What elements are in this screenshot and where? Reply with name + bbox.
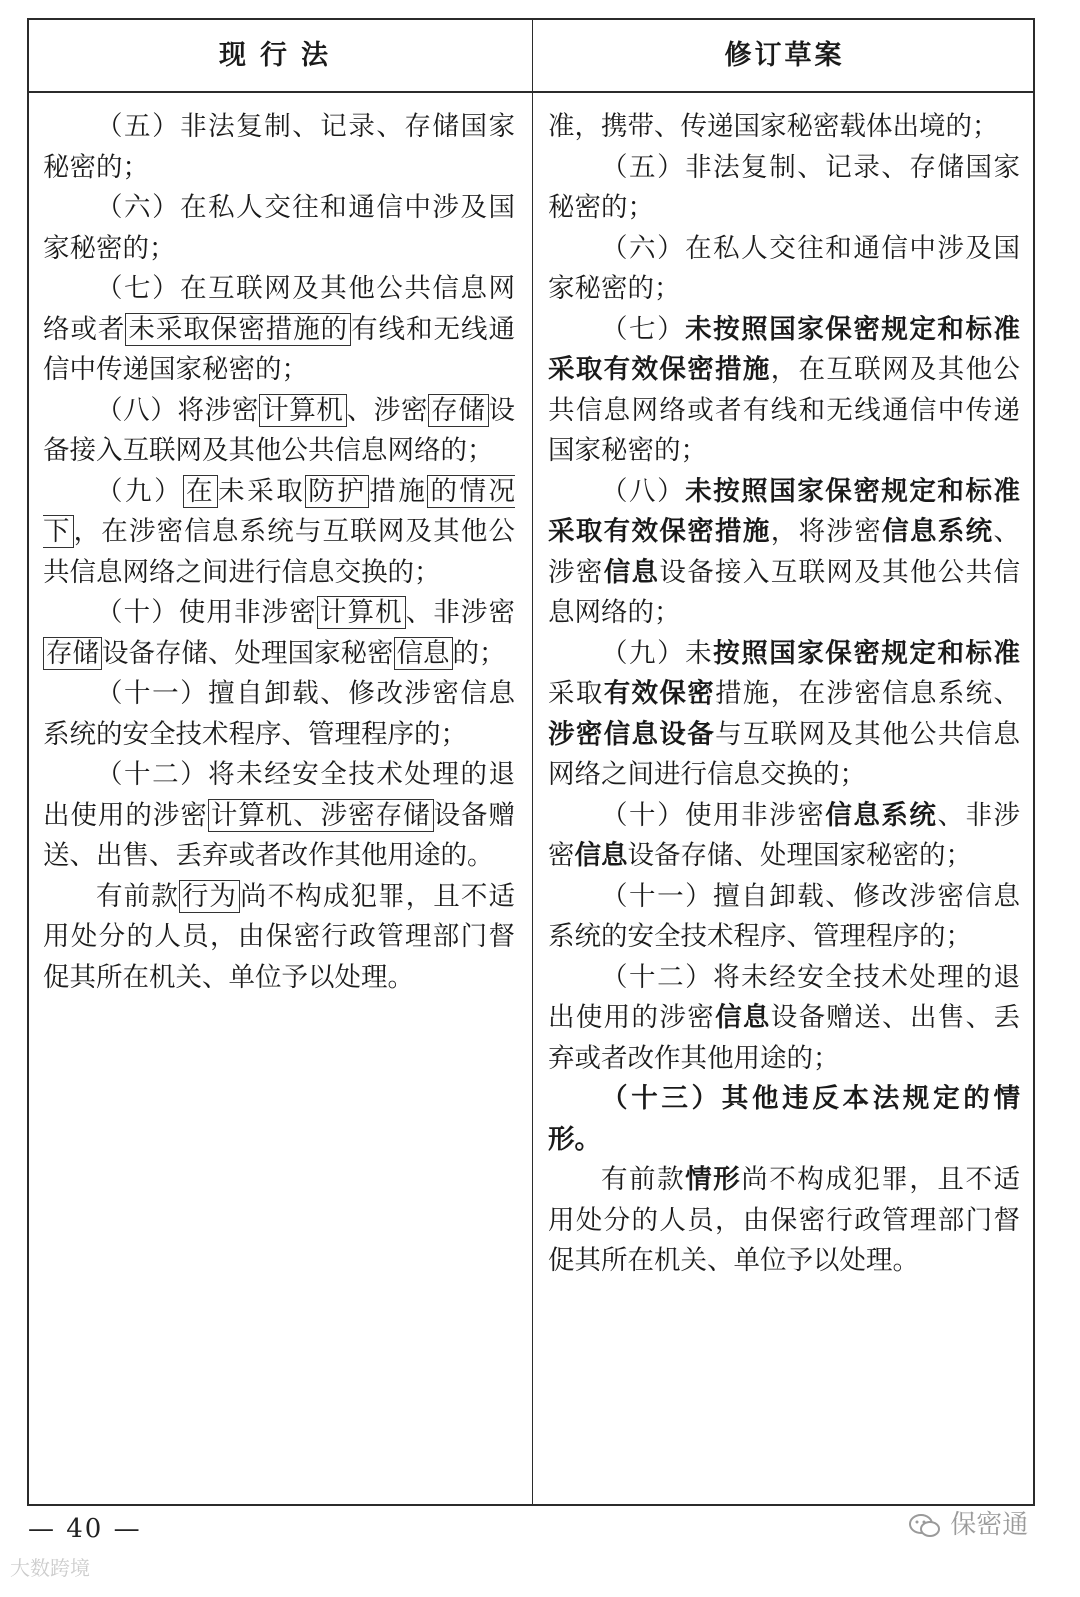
text-segment: 未采取 [218,475,306,507]
table-header [29,20,1033,93]
text-segment: 措施 [369,475,428,507]
text-segment: 、涉密 [346,394,429,426]
text-segment: 尚不构成犯罪，且不适用处分的人员，由保密行政管理部门督促其所在机关、单位予以处理。 [548,1164,1021,1276]
text-segment: 设备接入互联网及其他公共信息网络的； [548,556,1020,628]
bold-text: 未按照国家保密规定和标准采取有效保密措施 [548,313,1021,385]
text-segment: 设备赠送、出售、丢弃或者改作其他用途的； [548,1002,1020,1074]
bold-text: 情形 [685,1164,742,1195]
bold-text: 未按照国家保密规定和标准采取有效保密措施 [548,475,1021,547]
text-segment: （十一）擅自卸载、修改涉密信息系统的安全技术程序、管理程序的； [43,678,515,750]
paragraph [548,796,1020,877]
text-segment: （七）在互联网及其他公共信息网络或者 [43,273,515,345]
text-segment: 准，携带、传递国家秘密载体出境的； [548,111,999,142]
paragraph [548,1079,1020,1160]
text-segment: （九）未 [601,637,714,669]
boxed-text: 计算机 [259,394,347,427]
paragraph [548,148,1020,229]
bold-text: 信息系统 [882,516,994,547]
text-segment: （六）在私人交往和通信中涉及国家秘密的； [43,192,515,264]
text-segment: （八） [601,475,686,507]
header-current-law: 现行法 [219,40,342,71]
paragraph [43,755,515,877]
paragraph [43,188,515,269]
boxed-text: 防护 [305,475,369,508]
watermark-left [10,1552,90,1581]
text-segment: （十一）擅自卸载、修改涉密信息系统的安全技术程序、管理程序的； [548,880,1020,952]
bold-text: （十三）其他违反本法规定的情形。 [548,1083,1020,1155]
boxed-text: 计算机 [317,596,406,629]
paragraph [548,958,1020,1080]
text-segment: 采取 [548,678,604,709]
header-revised-draft: 修订草案 [724,40,845,71]
bold-text: 按照国家保密规定和标准 [713,637,1021,669]
paragraph [548,107,1020,148]
boxed-text: 存储 [428,394,488,427]
text-segment: 设备存储、处理国家秘密 [102,637,394,669]
boxed-text: 的情况下 [43,475,516,547]
text-segment: （十二）将未经安全技术处理的退出使用的涉密 [43,759,515,831]
text-segment: （十）使用非涉密 [96,597,317,628]
bold-text: 信息 [603,556,660,588]
text-segment: （十二）将未经安全技术处理的退出使用的涉密 [548,961,1020,1033]
text-segment: （十）使用非涉密 [601,799,826,831]
paragraph [548,229,1020,310]
boxed-text: 计算机、涉密存储 [208,799,434,832]
paragraph [43,593,515,674]
column-divider [532,20,533,1504]
paragraph [548,472,1020,634]
text-segment: 设备赠送、出售、丢弃或者改作其他用途的。 [43,799,515,871]
paragraph [43,674,515,755]
text-segment: 的； [452,637,506,669]
text-segment: ，在互联网及其他公共信息网络或者有线和无线通信中传递国家秘密的； [548,354,1020,466]
boxed-text: 未采取保密措施的 [125,313,351,346]
text-segment: 有前款 [601,1164,686,1195]
bold-text: 有效保密 [603,678,716,709]
page-number: — 40 — [28,1514,142,1544]
text-segment: ，将涉密 [770,516,883,547]
boxed-text: 信息 [394,637,453,670]
text-segment: （七） [601,313,686,345]
bold-text: 信息系统 [825,799,938,831]
revised-draft-column [548,107,1020,1282]
paragraph [43,269,515,391]
watermark-left-text: 大数跨境 [10,1556,90,1580]
text-segment: 有线和无线通信中传递国家秘密的； [43,313,515,385]
bold-text: 信息 [574,840,628,871]
paragraph [43,107,515,188]
paragraph [43,472,515,594]
comparison-table [27,18,1035,1506]
text-segment: （八）将涉密 [96,394,260,426]
bold-text: 涉密信息设备 [548,718,716,750]
boxed-text: 行为 [179,880,240,913]
paragraph [548,1160,1020,1282]
paragraph [548,310,1020,472]
text-segment: 、非涉密 [405,597,516,628]
text-segment: 设备接入互联网及其他公共信息网络的； [43,394,516,466]
text-segment: 尚不构成犯罪，且不适用处分的人员，由保密行政管理部门督促其所在机关、单位予以处理。 [43,880,516,993]
paragraph [43,877,515,999]
text-segment: 、非涉密 [548,799,1021,871]
text-segment: （五）非法复制、记录、存储国家秘密的； [548,151,1020,223]
text-segment: 、涉密 [548,516,1020,588]
wechat-icon [908,1513,942,1539]
text-segment: ，在涉密信息系统与互联网及其他公共信息网络之间进行信息交换的； [43,516,515,588]
text-segment: 设备存储、处理国家秘密的； [627,840,972,871]
text-segment: 措施，在涉密信息系统、 [715,678,1020,709]
text-segment: （五）非法复制、记录、存储国家秘密的； [43,111,515,183]
boxed-text: 在 [183,475,218,508]
watermark-right-text: 保密通 [950,1510,1029,1540]
text-segment: 有前款 [96,880,179,912]
current-law-column [43,107,515,998]
boxed-text: 存储 [43,637,102,670]
paragraph [548,634,1020,796]
bold-text: 信息 [715,1002,771,1033]
paragraph [548,877,1020,958]
text-segment: 与互联网及其他公共信息网络之间进行信息交换的； [548,718,1020,790]
text-segment: （九） [96,475,184,507]
paragraph [43,391,515,472]
text-segment: （六）在私人交往和通信中涉及国家秘密的； [548,232,1020,304]
watermark-right [908,1504,1028,1541]
